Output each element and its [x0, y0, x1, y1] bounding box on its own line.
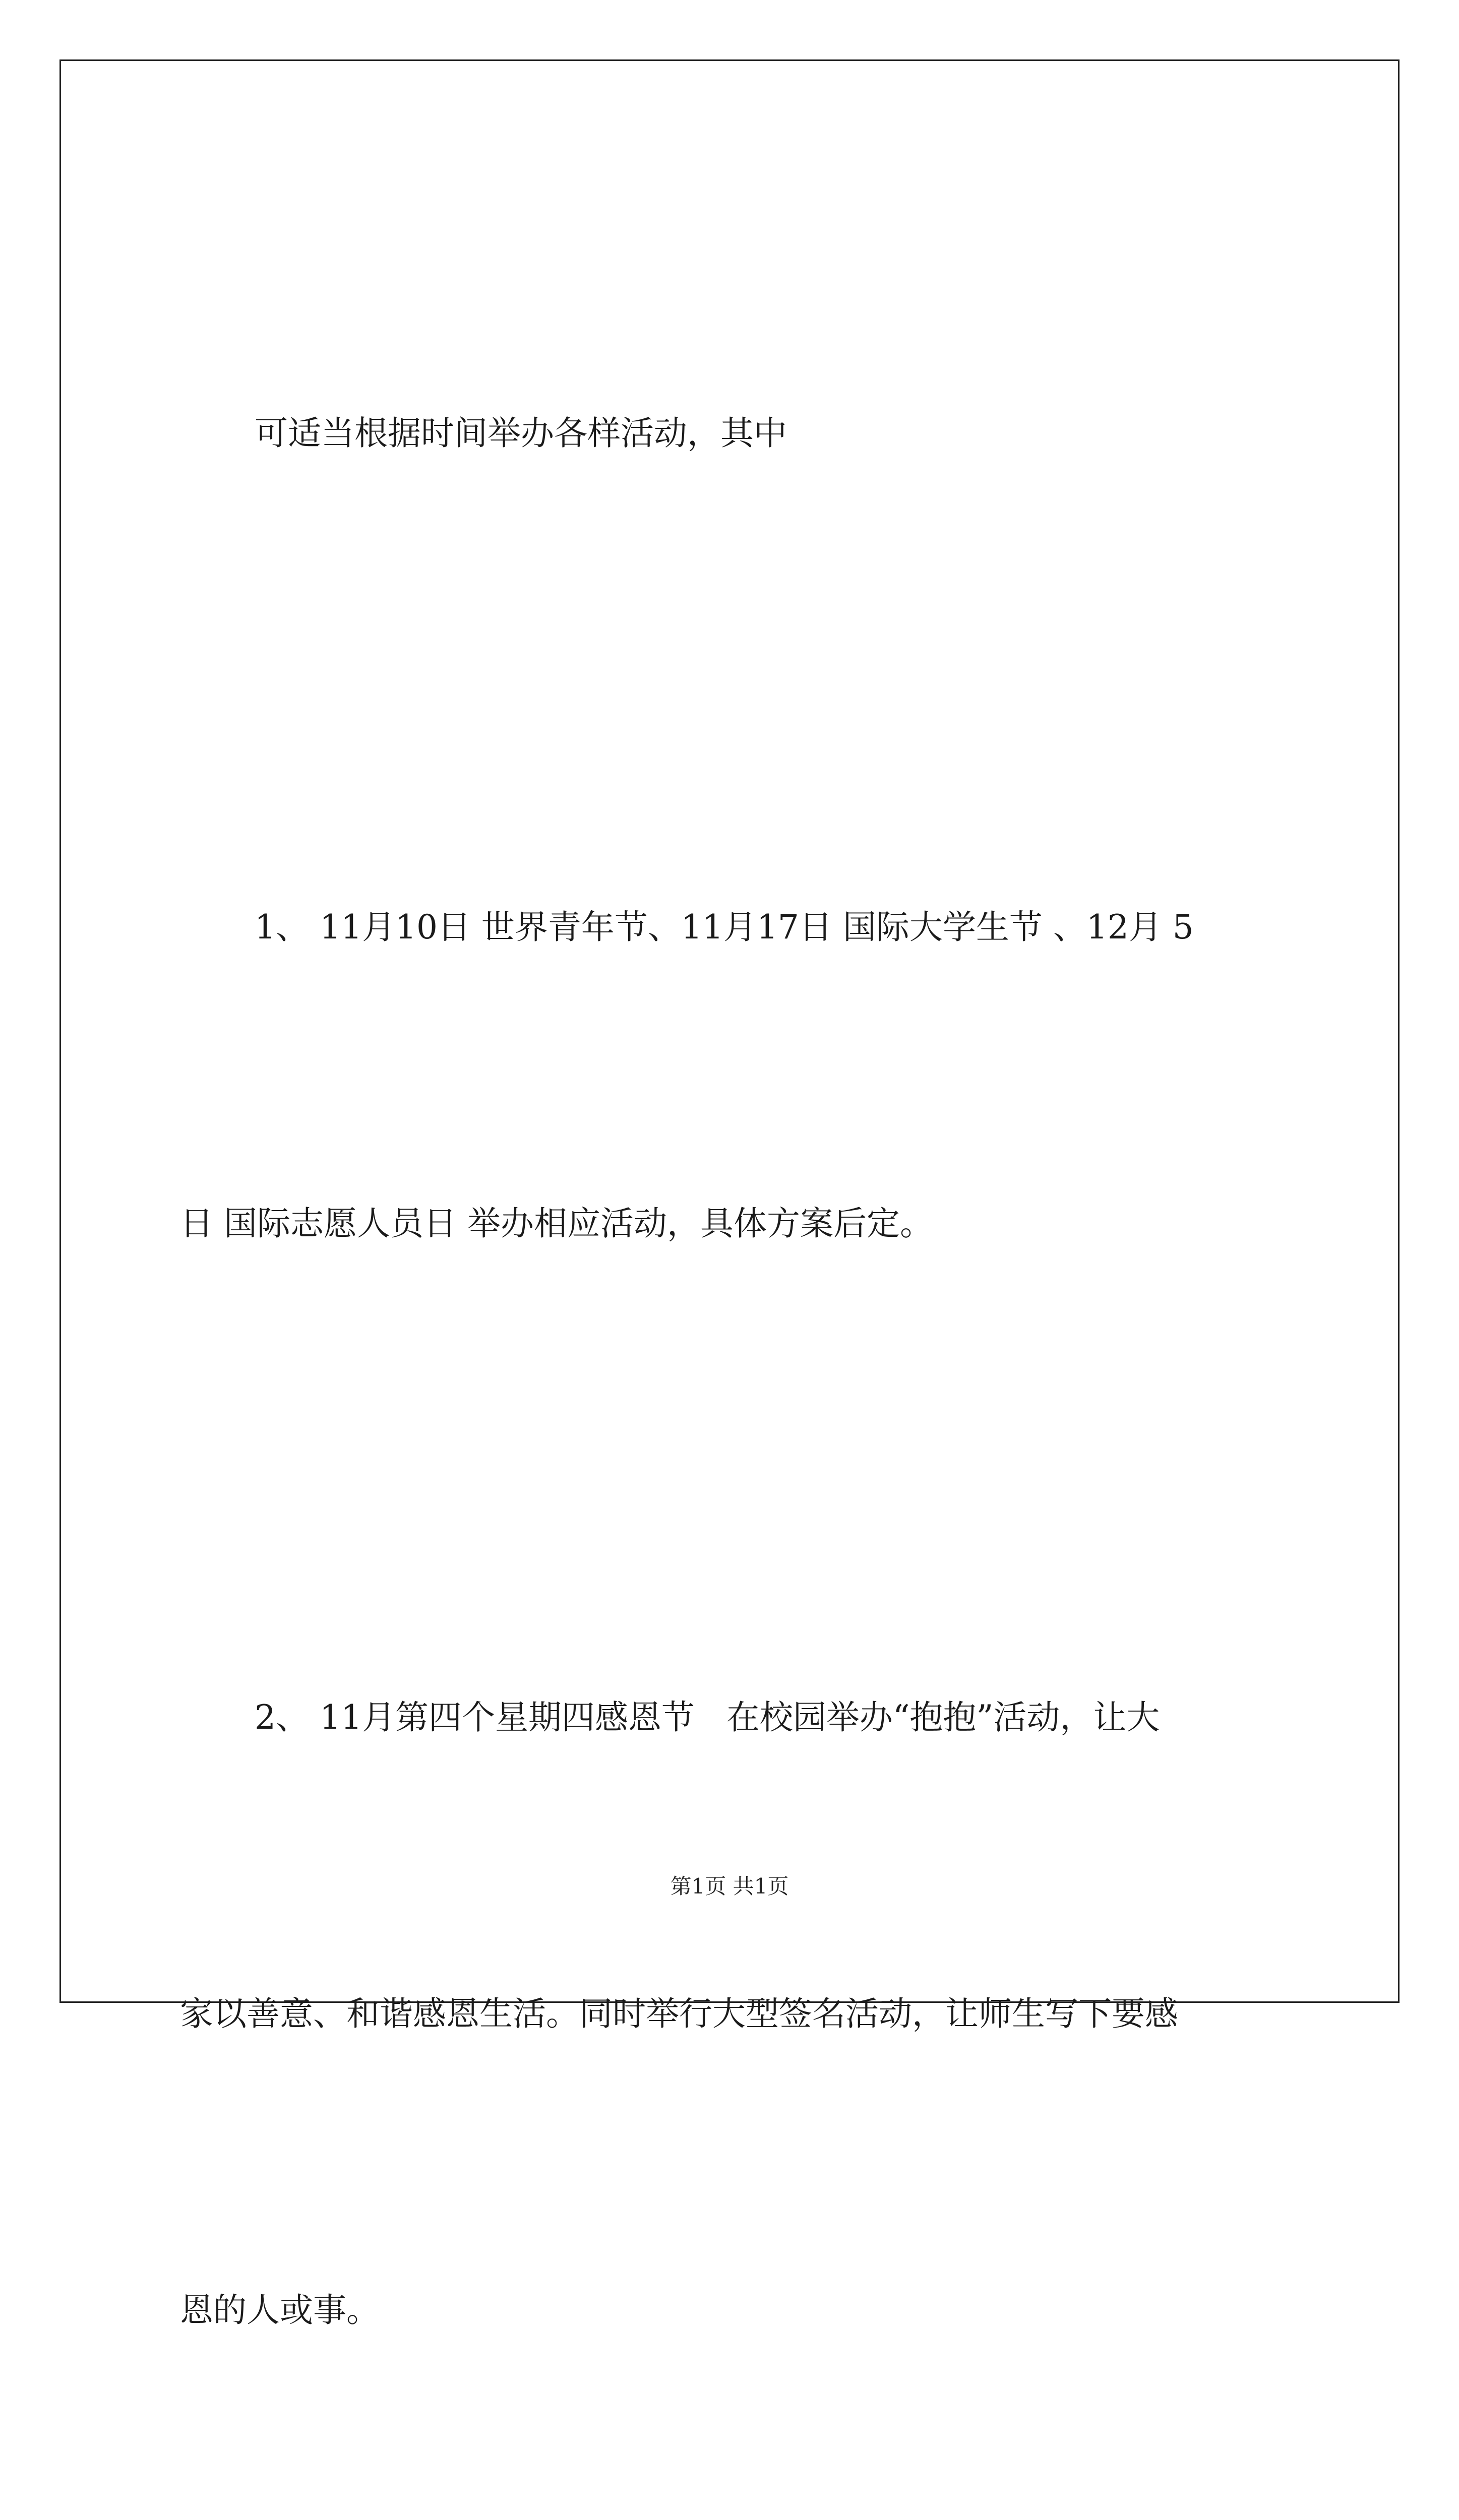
page-footer: [0, 1870, 1459, 1900]
text-line: 恩的人或事。: [180, 2291, 380, 2329]
text-line: 日 国际志愿人员日 举办相应活动，具体方案后定。: [180, 1204, 933, 1243]
text-line: 可适当根据时间举办各样活动，其中: [255, 414, 787, 453]
text-line: 1、 11月10日 世界青年节、11月17日 国际大学生节 、12月 5: [255, 908, 1194, 947]
paragraph-item-1: [180, 680, 1284, 1471]
document-body: [180, 186, 1284, 2520]
text-line: 家以善意、和谐感恩生活。同时举行大型签名活动，让师生写下要感: [180, 1994, 1178, 2033]
paragraph-item-2: [180, 1471, 1284, 2520]
text-line: 2、 11月第四个星期四感恩节 在校园举办“抱抱”活动，让大: [255, 1698, 1160, 1737]
page-number-label: 第1页 共1页: [670, 1874, 789, 1899]
paragraph-intro: [180, 186, 1284, 680]
